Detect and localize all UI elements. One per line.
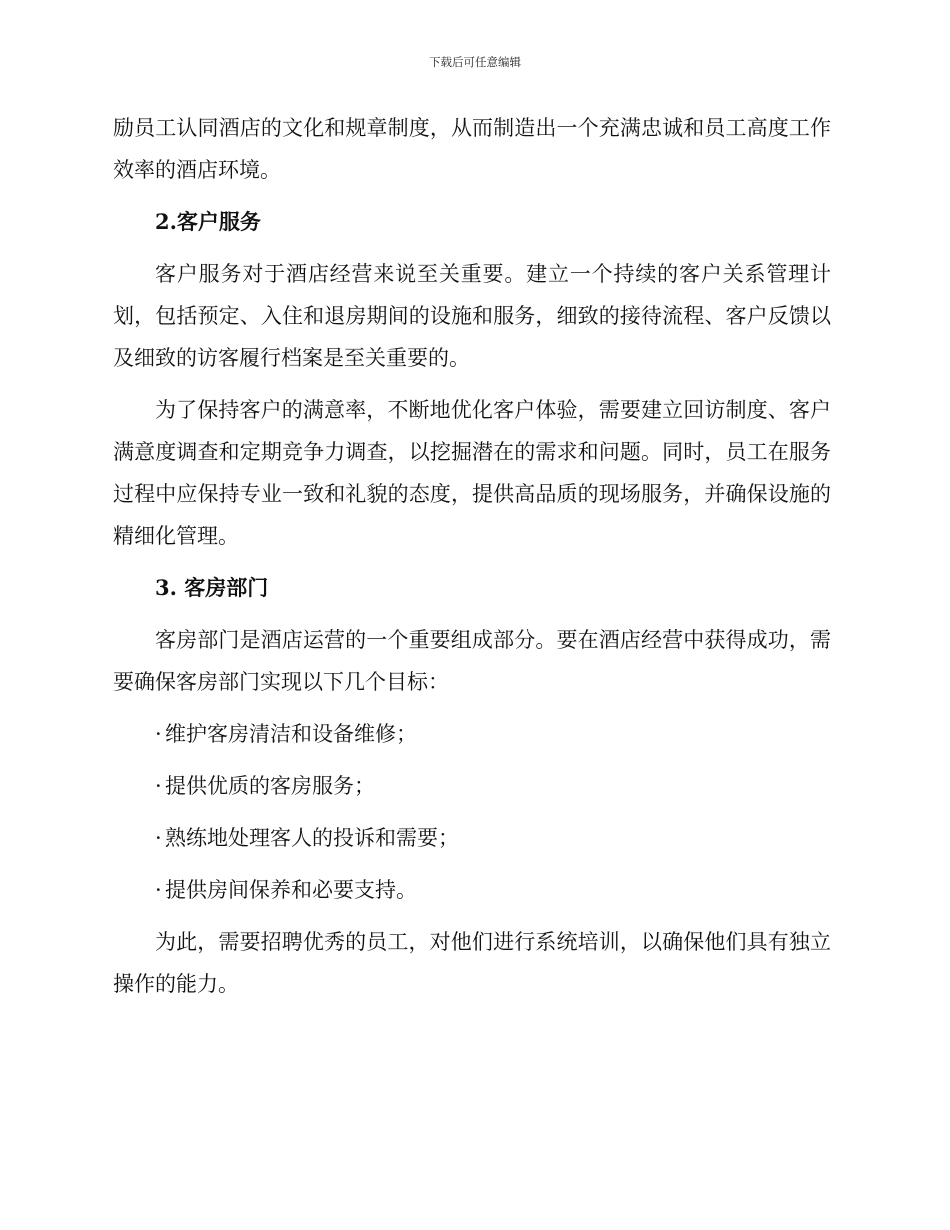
bullet-icon: · bbox=[155, 722, 162, 746]
list-item-text: 熟练地处理客人的投诉和需要； bbox=[165, 826, 459, 850]
section-heading-customer-service: 2.客户服务 bbox=[155, 209, 261, 234]
paragraph-guest-rooms-1: 客房部门是酒店运营的一个重要组成部分。要在酒店经营中获得成功，需要确保客房部门实现以下几个目标： bbox=[113, 628, 831, 694]
document-body bbox=[113, 107, 831, 1005]
list-item-text: 提供优质的客房服务； bbox=[165, 774, 375, 798]
list-item bbox=[113, 713, 831, 755]
bullet-icon: · bbox=[155, 878, 162, 902]
paragraph-intro-continuation: 励员工认同酒店的文化和规章制度，从而制造出一个充满忠诚和员工高度工作效率的酒店环境。 bbox=[113, 116, 831, 182]
list-item bbox=[113, 765, 831, 807]
bullet-icon: · bbox=[155, 774, 162, 798]
list-item-text: 提供房间保养和必要支持。 bbox=[165, 878, 417, 902]
list-item bbox=[113, 869, 831, 911]
paragraph-guest-rooms-2: 为此，需要招聘优秀的员工，对他们进行系统培训，以确保他们具有独立操作的能力。 bbox=[113, 930, 831, 996]
list-item-text: 维护客房清洁和设备维修； bbox=[165, 722, 417, 746]
list-item bbox=[113, 817, 831, 859]
bullet-icon: · bbox=[155, 826, 162, 850]
section-heading-guest-rooms: 3. 客房部门 bbox=[155, 575, 269, 600]
header-note: 下载后可任意编辑 bbox=[429, 55, 521, 69]
paragraph-customer-service-1: 客户服务对于酒店经营来说至关重要。建立一个持续的客户关系管理计划，包括预定、入住和退房期间的设施和服务，细致的接待流程、客户反馈以及细致的访客履行档案是至关重要的。 bbox=[113, 262, 831, 370]
paragraph-customer-service-2: 为了保持客户的满意率，不断地优化客户体验，需要建立回访制度、客户满意度调查和定期竞争力调查，以挖掘潜在的需求和问题。同时，员工在服务过程中应保持专业一致和礼貌的态度，提供高品质的现场服务，并确保设施的精细化管理。 bbox=[113, 398, 831, 548]
